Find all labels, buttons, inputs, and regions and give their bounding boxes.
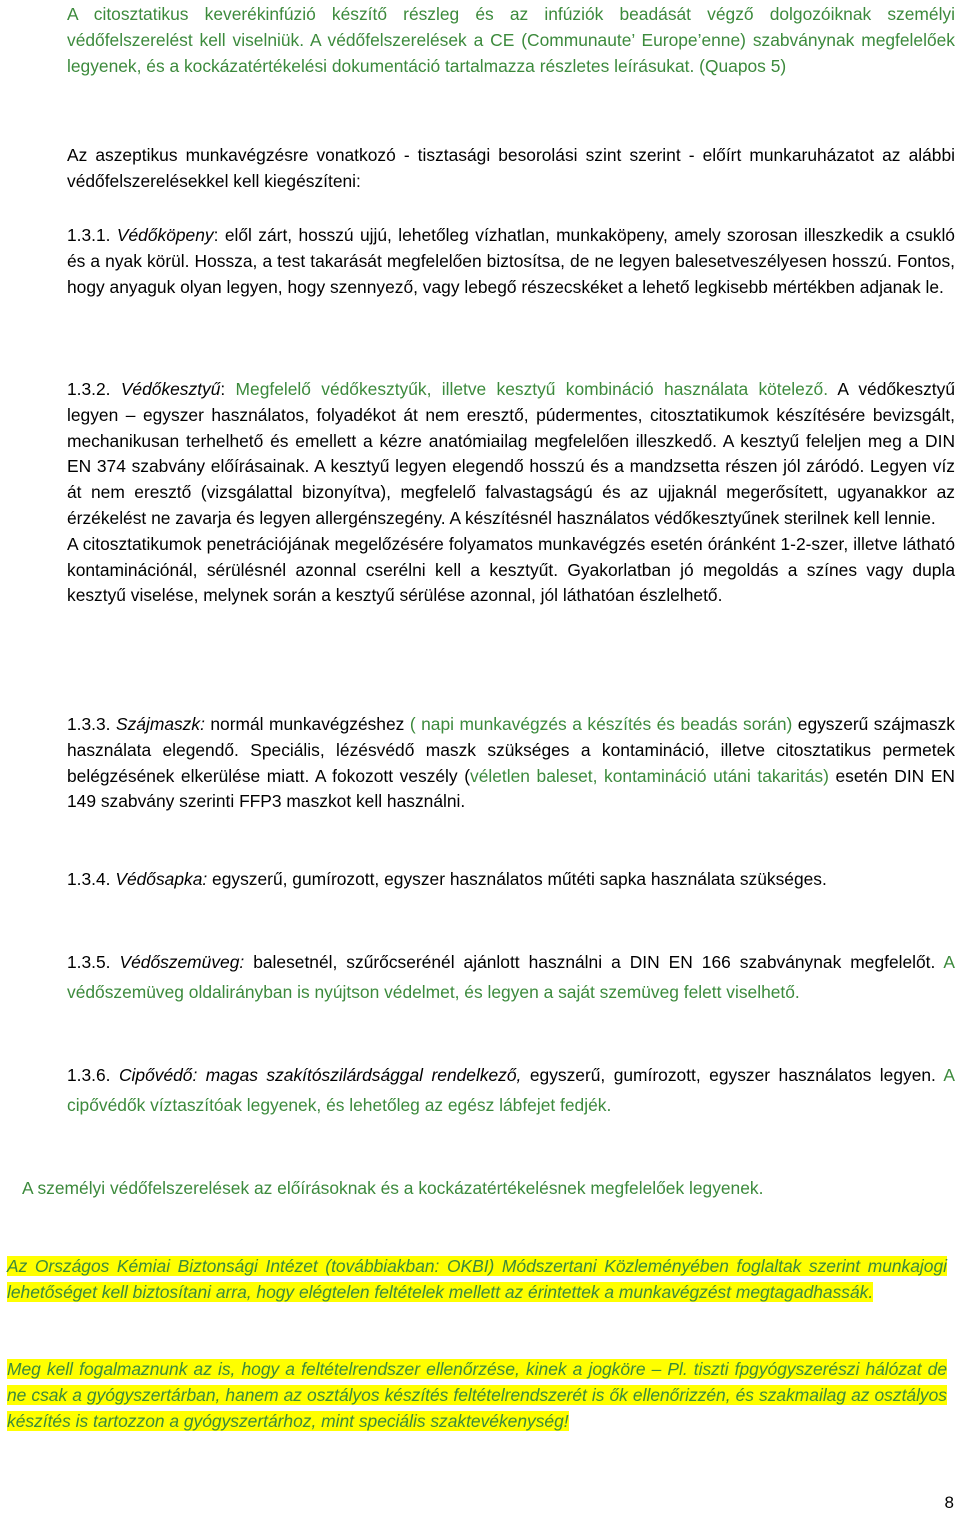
paragraph-aseptic	[67, 143, 955, 195]
okbi-note-text: Az Országos Kémiai Biztonsági Intézet (továbbiakban: OKBI) Módszertani Közleményében foglaltak szerint munkajogi lehetőséget kell biztosítani arra, hogy elégtelen feltételek mellett az érintettek a munkavégzést megtagadhassák.	[7, 1256, 947, 1302]
section-1-3-3	[67, 712, 955, 815]
section-text: : elől zárt, hosszú ujjú, lehetőleg vízhatlan, munkaköpeny, amely szorosan illeszkedik a csukló és a nyak körül. Hossza, a test takarását megfelelően biztosítsa, de ne legyen balesetveszélyesen hosszú. Fontos, hogy anyaguk olyan legyen, hogy szennyező, vagy lebegő részecskéket a lehető legkisebb mértékben adjanak le.	[67, 225, 955, 297]
section-title: Cipővédő:	[118, 1065, 198, 1085]
section-green-text: véletlen baleset, kontamináció utáni takaritás)	[470, 765, 829, 786]
section-text: normál munkavégzéshez	[204, 714, 405, 734]
section-text: egyszerű, gumírozott, egyszer használatos műtéti sapka használata szükséges.	[207, 869, 827, 889]
section-green-text: Megfelelő védőkesztyűk, illetve kesztyű kombináció használata kötelező.	[225, 379, 829, 399]
section-number: 1.3.3.	[67, 714, 111, 734]
quapos-ref: (Quapos 5)	[694, 55, 787, 76]
aseptic-text: Az aszeptikus munkavégzésre vonatkozó - tisztasági besorolási szint szerint - előírt munkaruházatot az alábbi védőfelszerelésekkel kell kiegészíteni:	[67, 145, 955, 191]
section-1-3-1	[67, 223, 955, 300]
conditions-note-text: Meg kell fogalmaznunk az is, hogy a feltételrendszer ellenőrzése, kinek a jogköre – Pl. tiszti fpgyógyszerészi hálózat de ne csak a gyógyszertárban, hanem az osztályos készítés feltételrendszerét is ők ellenőrizzén, és szakmailag az osztályos készítés is tartozzon a gyógyszertárhoz, mint speciális szaktevékenység!	[7, 1359, 947, 1431]
section-green-text: A cipővédők víztaszítóak legyenek, és lehetőleg az egész lábfejet fedjék.	[67, 1065, 955, 1115]
section-number: 1.3.4.	[67, 869, 111, 889]
section-number: 1.3.5.	[67, 952, 111, 972]
paragraph-ppe-intro	[67, 2, 955, 79]
section-title: Védőkesztyű	[120, 379, 221, 399]
ppe-intro-text: A citosztatikus keverékinfúzió készítő részleg és az infúziók beadását végző dolgozóiknak személyi védőfelszerelést kell viselniük. A védőfelszerelések a CE (Communaute’ Europe’enne) szabványnak megfelelőek legyenek, és a kockázatértékelési dokumentáció tartalmazza részletes leírásukat.	[67, 4, 955, 76]
section-number: 1.3.6.	[67, 1065, 111, 1085]
section-text: egyszerű szájmaszk használata elegendő. Speciális, lézésvédő maszk szükséges a kontamináció, illetve citosztatikus permetek belégzésének elkerülése miatt. A fokozott veszély (	[67, 714, 955, 786]
personal-equipment-text: A személyi védőfelszerelések az előírásoknak és a kockázatértékelésnek megfelelőek legyenek.	[22, 1178, 764, 1198]
paragraph-personal-equipment	[22, 1173, 955, 1203]
section-text: balesetnél, szűrőcserénél ajánlott használni a DIN EN 166 szabványnak megfelelőt.	[244, 952, 936, 972]
section-text-2: A citosztatikumok penetrációjának megelőzésére folyamatos munkavégzés esetén óránként 1-2-szer, illetve látható kontaminációnál, sérülésnél azonnal cserélni kell a kesztyűt. Gyakorlatban jó megoldás a színes vagy dupla kesztyű viselése, melynek során a kesztyű sérülése azonnal, jól láthatóan észlelhető.	[67, 533, 955, 606]
section-title: Védősapka:	[115, 869, 208, 889]
section-title: Szájmaszk:	[116, 714, 205, 734]
section-italic-text: magas szakítószilárdsággal rendelkező,	[197, 1065, 522, 1085]
section-number: 1.3.2.	[67, 379, 111, 399]
section-title: Védőszemüveg:	[119, 952, 245, 972]
section-green-text: A védőszemüveg oldalirányban is nyújtson védelmet, és legyen a saját szemüveg felett viselhető.	[67, 952, 955, 1002]
page-number: 8	[944, 1493, 954, 1512]
section-1-3-6	[67, 1060, 955, 1120]
section-1-3-4	[67, 867, 955, 893]
section-green-text: ( napi munkavégzés a készítés és beadás során)	[404, 714, 793, 734]
section-text: egyszerű, gumírozott, egyszer használatos legyen.	[521, 1065, 936, 1085]
section-colon: :	[220, 379, 226, 399]
section-1-3-5	[67, 947, 955, 1007]
section-text: A védőkesztyű legyen – egyszer használatos, folyadékot át nem eresztő, púdermentes, citosztatikumok készítésére bevizsgált, mechanikusan terhelhető és emellett a kézre anatómiailag megfelelően illeszkedő. A kesztyű feleljen meg a DIN EN 374 szabvány előírásainak. A kesztyű legyen elegendő hosszú és a mandzsetta részen jól záródó. Legyen víz át nem eresztő (vizsgálattal bizonyítva), megfelelő falvastagságú és az ujjaknál megerősített, ugyanakkor az érzékelést ne zavarja és legyen allergénszegény. A készítésnél használatos védőkesztyűnek sterilnek kell lennie.	[67, 379, 955, 528]
section-number: 1.3.1.	[67, 225, 111, 245]
section-title: Védőköpeny	[116, 225, 214, 245]
highlighted-note-okbi	[7, 1253, 947, 1305]
section-1-3-2	[67, 377, 955, 609]
highlighted-note-conditions	[7, 1356, 947, 1434]
section-text: esetén DIN EN 149 szabvány szerinti FFP3 maszkot kell használni.	[67, 765, 955, 812]
